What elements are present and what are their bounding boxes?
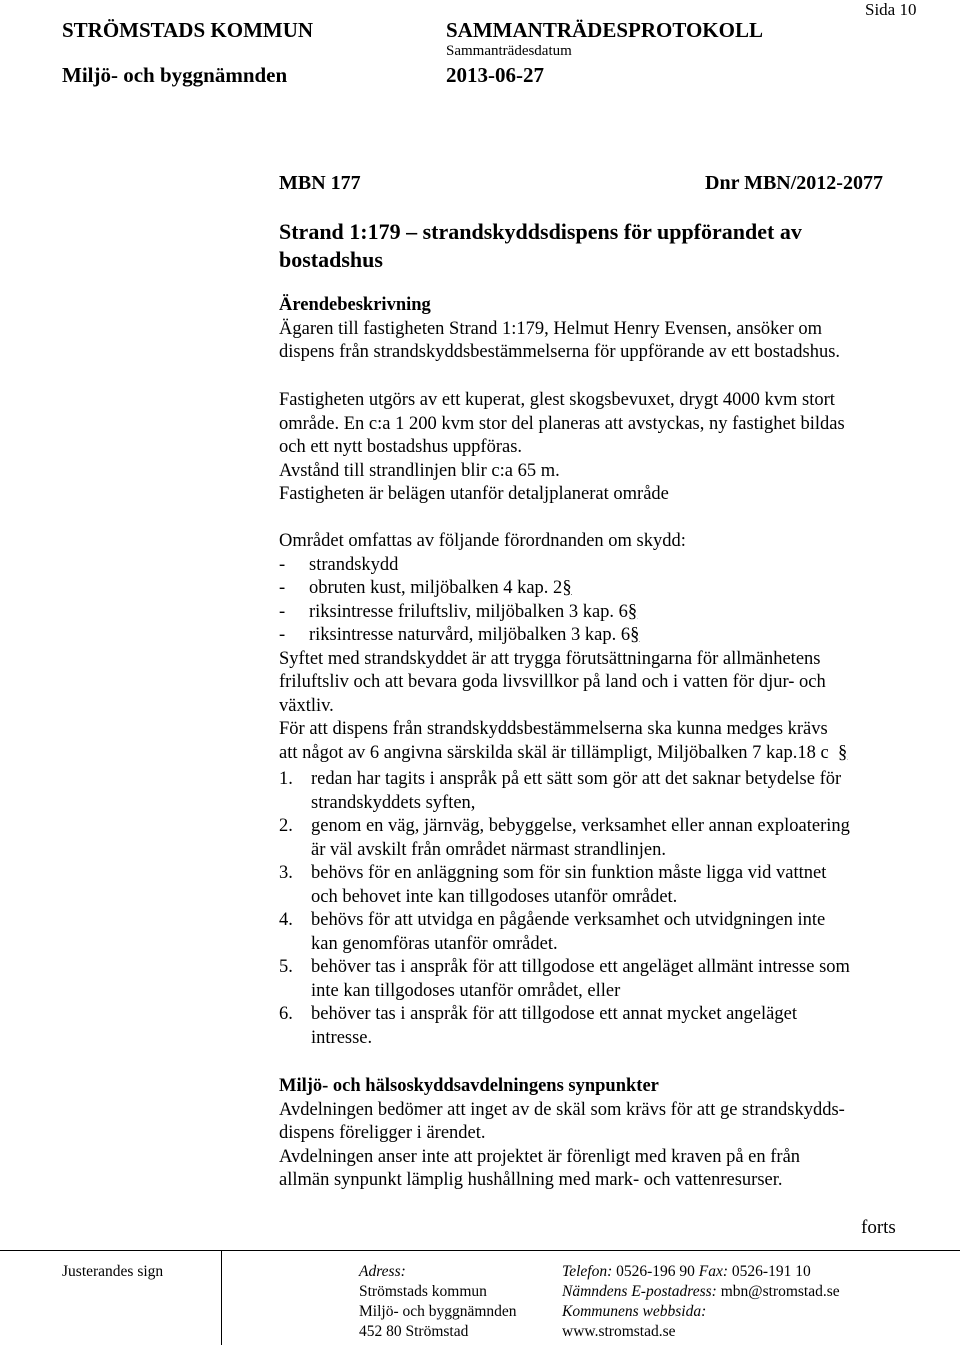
reason-item: 6. behöver tas i anspråk för att tillgodose ett annat mycket angeläget — [279, 1004, 797, 1024]
purpose-line: friluftsliv och att bevara goda livsvillkor på land och i vatten för djur- och — [279, 672, 826, 692]
dispens-intro-line: För att dispens från strandskyddsbestämmelserna ska kunna medges krävs — [279, 719, 828, 739]
opinion-heading: Miljö- och hälsoskyddsavdelningens synpunkter — [279, 1076, 659, 1096]
dispens-intro-line: att något av 6 angivna särskilda skäl är tillämpligt, Miljöbalken 7 kap.18 c § — [279, 742, 848, 763]
opinion-line: allmän synpunkt lämplig hushållning med mark- och vattenresurser. — [279, 1170, 783, 1190]
address-label: Adress: — [359, 1263, 406, 1280]
description-line: Ägaren till fastigheten Strand 1:179, Helmut Henry Evensen, ansöker om — [279, 318, 823, 339]
opinion-line: Avdelningen bedömer att inget av de skäl som krävs för att ge strandskydds- — [279, 1099, 845, 1120]
property-line: Avstånd till strandlinjen blir c:a 65 m. — [279, 460, 560, 481]
opinion-line: Avdelningen anser inte att projektet är förenligt med kraven på en från — [279, 1146, 801, 1167]
reason-continuation: inte kan tillgodoses utanför området, eller — [311, 980, 621, 1001]
protocol-title: SAMMANTRÄDESPROTOKOLL — [446, 18, 763, 42]
reason-item: 2. genom en väg, järnväg, bebyggelse, verksamhet eller annan exploatering — [279, 816, 850, 836]
meeting-date: 2013-06-27 — [446, 63, 544, 87]
fax-number: 0526-191 10 — [731, 1263, 811, 1280]
page-number: Sida 10 — [865, 0, 917, 19]
description-line: dispens från strandskyddsbestämmelserna för uppförande av ett bostadshus. — [279, 342, 841, 362]
reason-continuation: strandskyddets syften, — [311, 792, 476, 813]
reason-item: 4. behövs för att utvidga en pågående verksamhet och utvidgningen inte — [279, 910, 826, 930]
date-label: Sammanträdesdatum — [446, 43, 572, 59]
municipality-name: STRÖMSTADS KOMMUN — [62, 18, 314, 42]
case-number: MBN 177 — [279, 172, 361, 194]
case-title-line2: bostadshus — [279, 247, 383, 272]
address-line: Strömstads kommun — [359, 1283, 487, 1300]
property-line: och ett nytt bostadshus uppföras. — [279, 437, 523, 457]
footer-sign-box — [221, 1250, 222, 1345]
address-line: 452 80 Strömstad — [359, 1323, 469, 1340]
protection-item: - riksintresse friluftsliv, miljöbalken 3 kap. 6§ — [279, 601, 638, 622]
reason-item: 3. behövs för en anläggning som för sin funktion måste ligga vid vattnet — [279, 863, 827, 883]
protection-item: - riksintresse naturvård, miljöbalken 3 kap. 6§ — [279, 625, 640, 645]
protection-intro: Området omfattas av följande förordnanden om skydd: — [279, 531, 686, 551]
property-line: Fastigheten utgörs av ett kuperat, glest skogsbevuxet, drygt 4000 kvm stort — [279, 390, 835, 410]
fax-label: Fax: — [698, 1263, 729, 1280]
web-link[interactable]: www.stromstad.se — [562, 1323, 676, 1340]
protection-item: - obruten kust, miljöbalken 4 kap. 2§ — [279, 578, 572, 598]
continued-marker: forts — [861, 1217, 896, 1238]
phone-number: 0526-196 90 — [616, 1263, 695, 1280]
reason-item: 1. redan har tagits i anspråk på ett sätt som gör att det saknar betydelse för — [279, 769, 842, 789]
reasons-list — [279, 768, 850, 1050]
board-name: Miljö- och byggnämnden — [62, 63, 288, 87]
purpose-line: Syftet med strandskyddet är att trygga förutsättningarna för allmänhetens — [279, 648, 821, 669]
phone-label: Telefon: — [562, 1263, 613, 1280]
reason-item: 5. behöver tas i anspråk för att tillgodose ett angeläget allmänt intresse som — [279, 957, 850, 977]
footer-address — [359, 1262, 517, 1342]
property-line: område. En c:a 1 200 kvm stor del planeras att avstyckas, ny fastighet bildas — [279, 413, 845, 434]
opinion-line: dispens föreligger i ärendet. — [279, 1123, 486, 1143]
case-title-line1: Strand 1:179 – strandskyddsdispens för uppförandet av — [279, 219, 802, 244]
case-dnr: Dnr MBN/2012-2077 — [705, 172, 883, 194]
sign-label: Justerandes sign — [62, 1263, 164, 1280]
property-line: Fastigheten är belägen utanför detaljplanerat område — [279, 484, 669, 504]
description-heading: Ärendebeskrivning — [279, 295, 431, 315]
reason-continuation: och behovet inte kan tillgodoses utanför området. — [311, 886, 678, 907]
footer-divider — [0, 1250, 960, 1251]
reason-continuation: är väl avskilt från området närmast strandlinjen. — [311, 839, 666, 860]
address-line: Miljö- och byggnämnden — [359, 1303, 517, 1320]
email-label: Nämndens E-postadress: — [562, 1283, 717, 1300]
protection-item: - strandskydd — [279, 554, 399, 575]
web-label: Kommunens webbsida: — [562, 1303, 707, 1320]
reason-continuation: intresse. — [311, 1027, 373, 1048]
purpose-line: växtliv. — [279, 695, 334, 716]
reason-continuation: kan genomföras utanför området. — [311, 933, 558, 954]
footer-contact — [562, 1262, 840, 1342]
email-link[interactable]: mbn@stromstad.se — [720, 1283, 840, 1300]
